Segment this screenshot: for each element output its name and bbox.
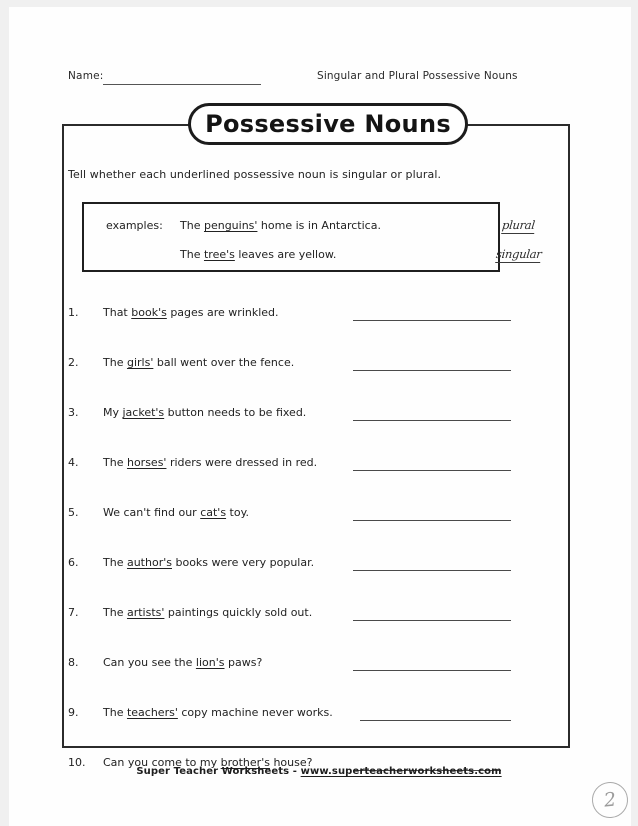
question-2-answer-blank[interactable] (353, 370, 511, 371)
question-8-after: paws? (224, 656, 263, 669)
examples-box (82, 202, 543, 272)
scan-edge-right (631, 0, 638, 826)
example-1-before: The (180, 219, 204, 232)
question-5-sentence (103, 506, 249, 519)
question-6-answer-blank[interactable] (353, 570, 511, 571)
question-10-before: Can you come to my (103, 756, 221, 769)
question-1-possessive-noun: book's (131, 306, 167, 319)
scan-edge-top (0, 0, 638, 7)
worksheet-title-banner (188, 103, 468, 145)
question-5-number: 5. (68, 506, 79, 519)
page-number-stamp: 2 (590, 780, 630, 820)
question-item-7 (68, 606, 528, 624)
scan-edge-left (0, 0, 9, 826)
question-1-sentence (103, 306, 279, 319)
question-1-before: That (103, 306, 132, 319)
example-1-answer: plural (501, 218, 536, 232)
question-1-number: 1. (68, 306, 79, 319)
question-7-before: The (103, 606, 127, 619)
question-6-before: The (103, 556, 127, 569)
question-5-before: We can't find our (103, 506, 201, 519)
question-item-9 (68, 706, 528, 724)
name-blank-line[interactable] (103, 84, 261, 85)
question-item-3 (68, 406, 528, 424)
page-title: Possessive Nouns (205, 110, 451, 138)
question-6-after: books were very popular. (171, 556, 315, 569)
worksheet-header (68, 70, 568, 90)
question-5-answer-blank[interactable] (353, 520, 511, 521)
example-1-possessive-noun: penguins' (203, 219, 258, 232)
question-7-sentence (103, 606, 312, 619)
example-sentence-1 (180, 219, 381, 232)
question-item-8 (68, 656, 528, 674)
question-10-number: 10. (68, 756, 86, 769)
question-3-answer-blank[interactable] (353, 420, 511, 421)
question-2-number: 2. (68, 356, 79, 369)
question-3-possessive-noun: jacket's (122, 406, 165, 419)
question-2-before: The (103, 356, 127, 369)
instruction-text: Tell whether each underlined possessive noun is singular or plural. (68, 168, 442, 181)
question-7-number: 7. (68, 606, 79, 619)
question-item-5 (68, 506, 528, 524)
question-6-number: 6. (68, 556, 79, 569)
example-2-before: The (180, 248, 204, 261)
question-9-number: 9. (68, 706, 79, 719)
question-9-before: The (103, 706, 127, 719)
question-7-answer-blank[interactable] (353, 620, 511, 621)
question-8-sentence (103, 656, 262, 669)
question-item-4 (68, 456, 528, 474)
question-9-answer-blank[interactable] (360, 720, 511, 721)
worksheet-subject-title: Singular and Plural Possessive Nouns (317, 70, 518, 82)
question-9-after: copy machine never works. (177, 706, 333, 719)
question-item-1 (68, 306, 528, 324)
question-4-number: 4. (68, 456, 79, 469)
footer-url[interactable]: www.superteacherworksheets.com (300, 766, 502, 777)
question-9-possessive-noun: teachers' (126, 706, 178, 719)
question-item-2 (68, 356, 528, 374)
question-2-sentence (103, 356, 294, 369)
question-4-after: riders were dressed in red. (166, 456, 318, 469)
example-2-answer: singular (495, 247, 543, 261)
question-10-after: house? (269, 756, 313, 769)
question-9-sentence (103, 706, 333, 719)
footer (0, 766, 638, 777)
question-4-sentence (103, 456, 317, 469)
question-10-possessive-noun: brother's (220, 756, 270, 769)
question-5-possessive-noun: cat's (200, 506, 227, 519)
question-3-before: My (103, 406, 123, 419)
question-2-after: ball went over the fence. (153, 356, 295, 369)
example-2-after: leaves are yellow. (234, 248, 337, 261)
question-3-number: 3. (68, 406, 79, 419)
question-6-sentence (103, 556, 314, 569)
question-8-before: Can you see the (103, 656, 196, 669)
question-6-possessive-noun: author's (126, 556, 172, 569)
question-3-after: button needs to be fixed. (164, 406, 307, 419)
question-4-before: The (103, 456, 127, 469)
example-1-after: home is in Antarctica. (257, 219, 381, 232)
question-5-after: toy. (226, 506, 250, 519)
name-label: Name: (68, 70, 104, 82)
question-2-possessive-noun: girls' (126, 356, 154, 369)
question-8-possessive-noun: lion's (195, 656, 225, 669)
question-8-answer-blank[interactable] (353, 670, 511, 671)
question-4-answer-blank[interactable] (353, 470, 511, 471)
example-sentence-2 (180, 248, 336, 261)
question-3-sentence (103, 406, 306, 419)
question-7-possessive-noun: artists' (126, 606, 165, 619)
examples-label: examples: (106, 219, 163, 232)
question-4-possessive-noun: horses' (126, 456, 167, 469)
footer-separator: - (289, 766, 301, 777)
question-8-number: 8. (68, 656, 79, 669)
question-1-answer-blank[interactable] (353, 320, 511, 321)
question-7-after: paintings quickly sold out. (164, 606, 313, 619)
question-item-6 (68, 556, 528, 574)
footer-brand: Super Teacher Worksheets (136, 766, 290, 777)
question-1-after: pages are wrinkled. (166, 306, 279, 319)
example-2-possessive-noun: tree's (203, 248, 235, 261)
